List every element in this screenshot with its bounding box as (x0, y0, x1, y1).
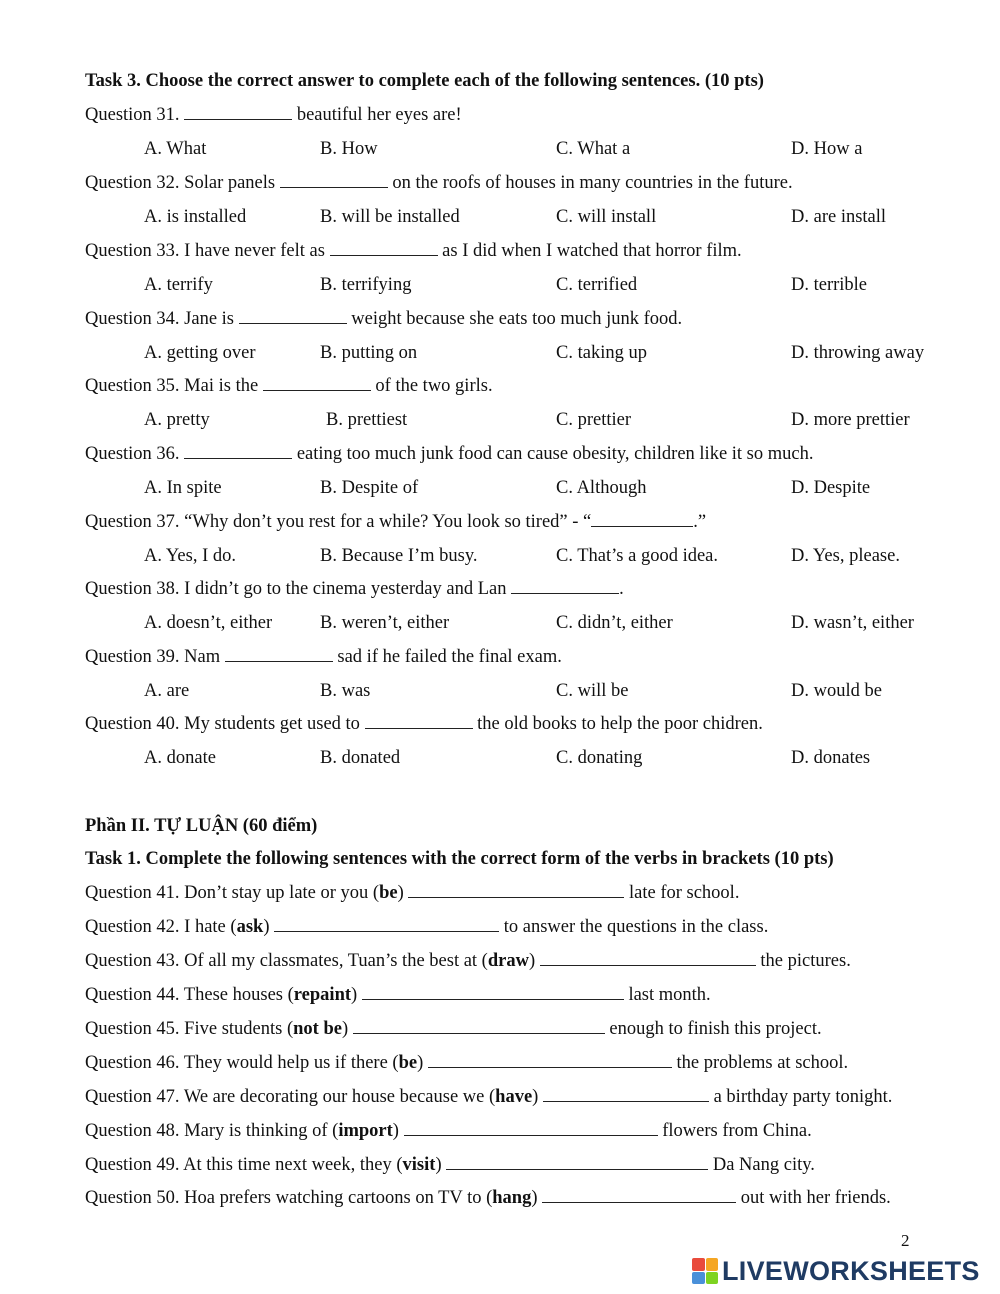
question-38: Question 38. I didn’t go to the cinema yesterday and Lan . (85, 579, 624, 599)
option-a[interactable]: A. What (144, 139, 207, 159)
answer-blank[interactable] (591, 511, 693, 527)
answer-blank[interactable] (540, 950, 756, 966)
answer-blank[interactable] (511, 578, 619, 594)
option-c[interactable]: C. taking up (556, 343, 647, 363)
option-b[interactable]: B. putting on (320, 343, 418, 363)
option-a[interactable]: A. In spite (144, 478, 222, 498)
option-a[interactable]: A. getting over (144, 343, 256, 363)
option-b[interactable]: B. Because I’m busy. (320, 546, 478, 566)
option-d[interactable]: D. throwing away (791, 343, 925, 363)
answer-blank[interactable] (239, 308, 347, 324)
option-d[interactable]: D. terrible (791, 275, 868, 295)
question-48: Question 48. Mary is thinking of (import) flowers from China. (85, 1121, 812, 1141)
option-b[interactable]: B. prettiest (326, 410, 408, 430)
answer-blank[interactable] (330, 240, 438, 256)
question-37: Question 37. “Why don’t you rest for a while? You look so tired” - “ .” (85, 512, 707, 532)
option-c[interactable]: C. will be (556, 681, 629, 701)
option-d[interactable]: D. Yes, please. (791, 546, 900, 566)
answer-blank[interactable] (365, 713, 473, 729)
question-49: Question 49. At this time next week, they (visit) Da Nang city. (85, 1155, 815, 1175)
answer-blank[interactable] (353, 1018, 605, 1034)
option-a[interactable]: A. pretty (144, 410, 210, 430)
question-33: Question 33. I have never felt as as I did when I watched that horror film. (85, 241, 742, 261)
task3-heading: Task 3. Choose the correct answer to complete each of the following sentences. (10 pts) (85, 71, 764, 91)
option-a[interactable]: A. donate (144, 748, 216, 768)
liveworksheets-logo (692, 1256, 980, 1286)
question-34: Question 34. Jane is weight because she eats too much junk food. (85, 309, 683, 329)
question-31: Question 31. beautiful her eyes are! (85, 105, 462, 125)
option-b[interactable]: B. will be installed (320, 207, 460, 227)
part2-heading: Phần II. TỰ LUẬN (60 điểm) (85, 816, 318, 836)
option-b[interactable]: B. terrifying (320, 275, 412, 295)
option-d[interactable]: D. donates (791, 748, 871, 768)
page-number: 2 (901, 1231, 910, 1250)
option-b[interactable]: B. weren’t, either (320, 613, 450, 633)
option-d[interactable]: D. more prettier (791, 410, 910, 430)
answer-blank[interactable] (274, 916, 499, 932)
answer-blank[interactable] (428, 1052, 672, 1068)
answer-blank[interactable] (263, 375, 371, 391)
option-b[interactable]: B. was (320, 681, 371, 701)
option-d[interactable]: D. would be (791, 681, 882, 701)
question-39: Question 39. Nam sad if he failed the final exam. (85, 647, 562, 667)
answer-blank[interactable] (404, 1120, 658, 1136)
answer-blank[interactable] (446, 1154, 708, 1170)
option-a[interactable]: A. is installed (144, 207, 247, 227)
question-46: Question 46. They would help us if there (be) the problems at school. (85, 1053, 849, 1073)
question-40: Question 40. My students get used to the old books to help the poor chidren. (85, 714, 763, 734)
question-32: Question 32. Solar panels on the roofs of houses in many countries in the future. (85, 173, 793, 193)
question-42: Question 42. I hate (ask) to answer the questions in the class. (85, 917, 769, 937)
option-a[interactable]: A. Yes, I do. (144, 546, 237, 566)
question-45: Question 45. Five students (not be) enough to finish this project. (85, 1019, 822, 1039)
question-41: Question 41. Don’t stay up late or you (be) late for school. (85, 883, 740, 903)
option-c[interactable]: C. Although (556, 478, 647, 498)
answer-blank[interactable] (408, 882, 624, 898)
question-47: Question 47. We are decorating our house because we (have) a birthday party tonight. (85, 1087, 893, 1107)
option-a[interactable]: A. terrify (144, 275, 213, 295)
answer-blank[interactable] (362, 984, 624, 1000)
option-c[interactable]: C. will install (556, 207, 657, 227)
option-c[interactable]: C. didn’t, either (556, 613, 673, 633)
answer-blank[interactable] (184, 443, 292, 459)
answer-blank[interactable] (543, 1086, 709, 1102)
option-b[interactable]: B. Despite of (320, 478, 419, 498)
question-50: Question 50. Hoa prefers watching cartoons on TV to (hang) out with her friends. (85, 1188, 891, 1208)
question-35: Question 35. Mai is the of the two girls. (85, 376, 493, 396)
task1-heading: Task 1. Complete the following sentences with the correct form of the verbs in brackets (10 pts) (85, 849, 834, 869)
option-d[interactable]: D. wasn’t, either (791, 613, 914, 633)
liveworksheets-logo-icon (692, 1258, 718, 1284)
option-d[interactable]: D. Despite (791, 478, 871, 498)
option-c[interactable]: C. terrified (556, 275, 638, 295)
option-b[interactable]: B. donated (320, 748, 401, 768)
option-b[interactable]: B. How (320, 139, 378, 159)
answer-blank[interactable] (225, 646, 333, 662)
option-a[interactable]: A. are (144, 681, 190, 701)
option-a[interactable]: A. doesn’t, either (144, 613, 273, 633)
option-c[interactable]: C. That’s a good idea. (556, 546, 719, 566)
option-c[interactable]: C. What a (556, 139, 631, 159)
answer-blank[interactable] (542, 1187, 736, 1203)
answer-blank[interactable] (184, 104, 292, 120)
brand-name: LIVEWORKSHEETS (722, 1255, 980, 1286)
option-d[interactable]: D. are install (791, 207, 887, 227)
question-44: Question 44. These houses (repaint) last month. (85, 985, 711, 1005)
option-c[interactable]: C. prettier (556, 410, 632, 430)
option-c[interactable]: C. donating (556, 748, 643, 768)
question-36: Question 36. eating too much junk food can cause obesity, children like it so much. (85, 444, 814, 464)
option-d[interactable]: D. How a (791, 139, 863, 159)
question-43: Question 43. Of all my classmates, Tuan’s the best at (draw) the pictures. (85, 951, 851, 971)
answer-blank[interactable] (280, 172, 388, 188)
